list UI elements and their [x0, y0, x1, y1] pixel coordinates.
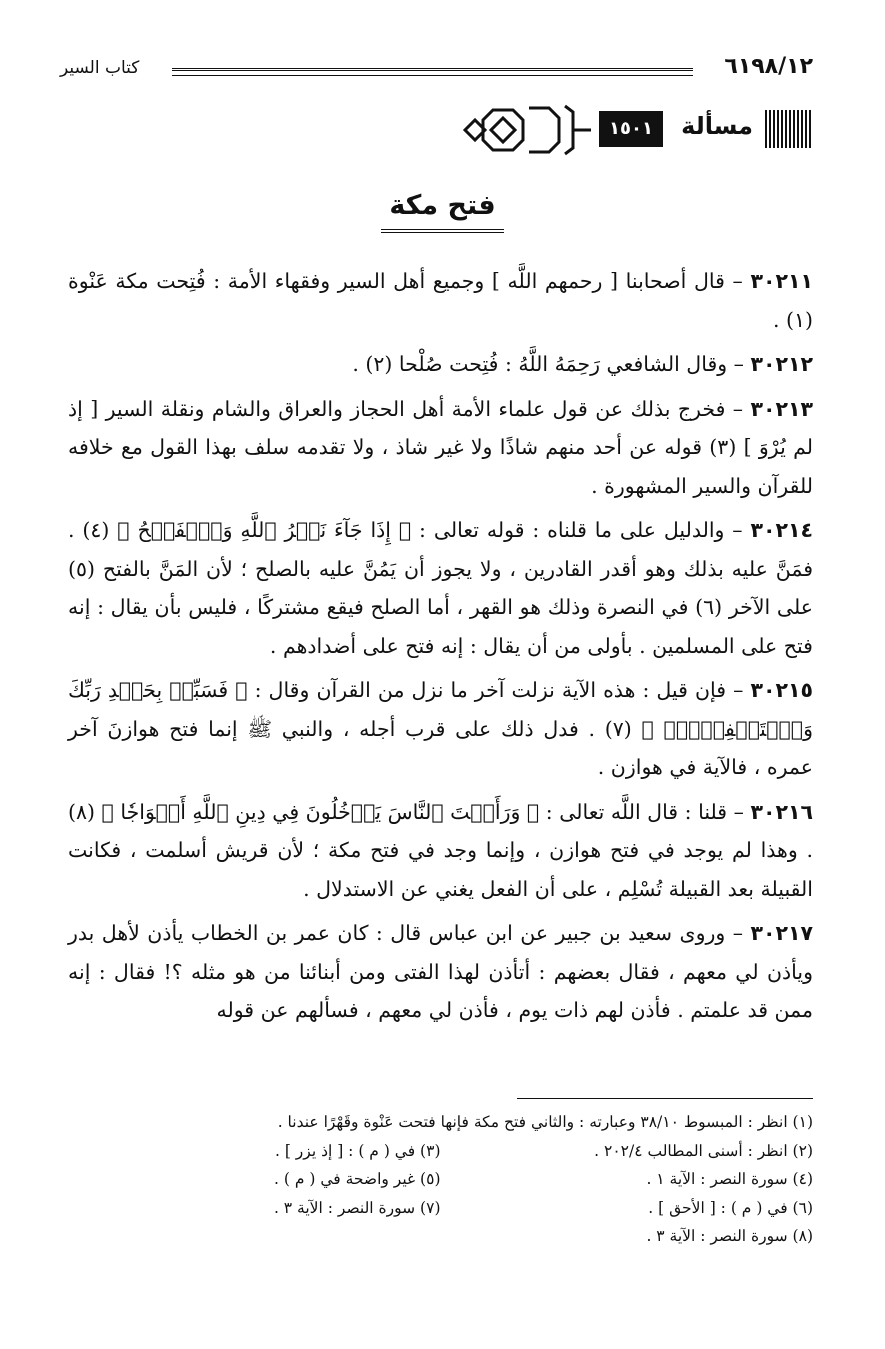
paragraph-text: – فإن قيل : هذه الآية نزلت آخر ما نزل من القرآن وقال : ﴿ فَسَبِّحۡ بِحَمۡدِ رَبِّكَ وَٱسۡتَغۡفِرۡهُۚ ﴾ (٧) . فدل ذلك على قرب أجله ، والنبي ﷺ إنما فتح هوازنَ آخر عمره ، فالآية في هوازن . — [68, 678, 813, 779]
chapter-heading — [0, 190, 885, 233]
masala-banner — [453, 98, 813, 162]
paragraph-text: – فخرج بذلك عن قول علماء الأمة أهل الحجاز والعراق والشام ونقلة السير [ إذ لم يُرْوَ ] (٣) قوله عن أحد منهم شاذًا ولا غير شاذ ، ولا تقدمه سلف بهذا القول مع خلافه للقرآن والسير المشهورة . — [68, 396, 813, 498]
footnotes — [68, 1108, 813, 1251]
paragraph — [68, 390, 813, 506]
paragraph-text: – وروى سعيد بن جبير عن ابن عباس قال : كان عمر بن الخطاب يأذن لأهل بدر ويأذن لي معهم ، فقال بعضهم : أتأذن لهذا الفتى ومن أبنائنا من هو مثله ؟! فقال : إنه ممن قد علمتم . فأذن لهم ذات يوم ، فأذن لي معهم ، فسألهم عن قوله — [68, 921, 813, 1022]
paragraph-number: ٣٠٢١٤ — [750, 518, 813, 542]
ornament-inner-diamond — [491, 118, 515, 142]
paragraph — [68, 914, 813, 1030]
paragraph — [68, 345, 813, 384]
footnote-rule — [517, 1098, 813, 1099]
running-header — [60, 54, 813, 84]
footnote: (٣) في ( م ) : [ إذ يزر ] . — [274, 1141, 441, 1160]
masala-label: مسألة — [681, 112, 753, 140]
paragraph-text: – والدليل على ما قلناه : قوله تعالى : ﴿ إِذَا جَآءَ نَصۡرُ ٱللَّهِ وَٱلۡفَتۡحُ ﴾ (٤) . فمَنَّ عليه بذلك وهو أقدر القادرين ، ولا يجوز أن يَمُنَّ عليه بالصلح ؛ لأن المَنَّ بالفتح (٥) على الآخر (٦) في النصرة وذلك هو القهر ، أما الصلح فيقع مشتركًا ، فليس بأن يقال : إنه فتح على المسلمين . بأولى من أن يقال : إنه فتح على أضدادهم . — [68, 518, 813, 658]
paragraph-number: ٣٠٢١٦ — [750, 799, 813, 824]
paragraph-number: ٣٠٢١٥ — [750, 678, 813, 702]
paragraph — [68, 793, 813, 909]
footnote: (٧) سورة النصر : الآية ٣ . — [273, 1198, 441, 1217]
paragraph-text: – وقال الشافعي رَحِمَهُ اللَّهُ : فُتِحت صُلْحا (٢) . — [352, 352, 751, 376]
paragraph-text: – قلنا : قال اللَّه تعالى : ﴿ وَرَأَيۡتَ ٱلنَّاسَ يَدۡخُلُونَ فِي دِينِ ٱللَّهِ أَفۡوَاجٗا ﴾ (٨) . وهذا لم يوجد في فتح هوازن ، وإنما وجد في فتح مكة ؛ لأن قريش أسلمت ، فكانت القبيلة بعد القبيلة تُسْلِم ، على أن الفعل يغني عن الاستدلال . — [68, 799, 813, 901]
footnote-row — [68, 1137, 813, 1166]
footnote: (٤) سورة النصر : الآية ١ . — [646, 1170, 813, 1188]
footnote: (١) انظر : المبسوط ٣٨/١٠ وعبارته : والثاني فتح مكة فإنها فتحت عَنْوة وقَهْرًا عندنا . — [277, 1113, 813, 1131]
masala-number: ١٥٠١ — [609, 118, 653, 139]
footnote-row — [68, 1165, 813, 1194]
page-number: ٦١٩٨/١٢ — [724, 54, 813, 79]
main-text — [68, 262, 813, 1036]
footnote: (٨) سورة النصر : الآية ٣ . — [646, 1227, 813, 1245]
ornament-bracket — [529, 108, 559, 152]
paragraph — [68, 671, 813, 787]
footnote: (٦) في ( م ) : [ الأحق ] . — [648, 1198, 813, 1217]
paragraph — [68, 262, 813, 339]
paragraph-number: ٣٠٢١٢ — [750, 352, 813, 376]
header-rule — [172, 68, 693, 76]
hatch-ornament — [765, 110, 813, 148]
paragraph — [68, 511, 813, 665]
paragraph-number: ٣٠٢١٧ — [750, 921, 813, 945]
footnote-row — [68, 1194, 813, 1223]
masala-number-badge — [599, 111, 663, 147]
footnote: (٢) انظر : أسنى المطالب ٢٠٢/٤ . — [594, 1141, 813, 1160]
paragraph-number: ٣٠٢١٣ — [750, 396, 813, 421]
paragraph-number: ٣٠٢١١ — [750, 269, 813, 293]
footnote: (٥) غير واضحة في ( م ) . — [274, 1170, 441, 1188]
paragraph-text: – قال أصحابنا [ رحمهم اللَّه ] وجميع أهل السير وفقهاء الأمة : فُتِحت مكة عَنْوة (١) . — [68, 269, 813, 332]
ornament-end-cap — [565, 106, 573, 154]
chapter-title: فتح مكة — [381, 190, 503, 233]
book-title: كتاب السير — [60, 58, 140, 78]
geometric-ornament — [453, 98, 591, 162]
